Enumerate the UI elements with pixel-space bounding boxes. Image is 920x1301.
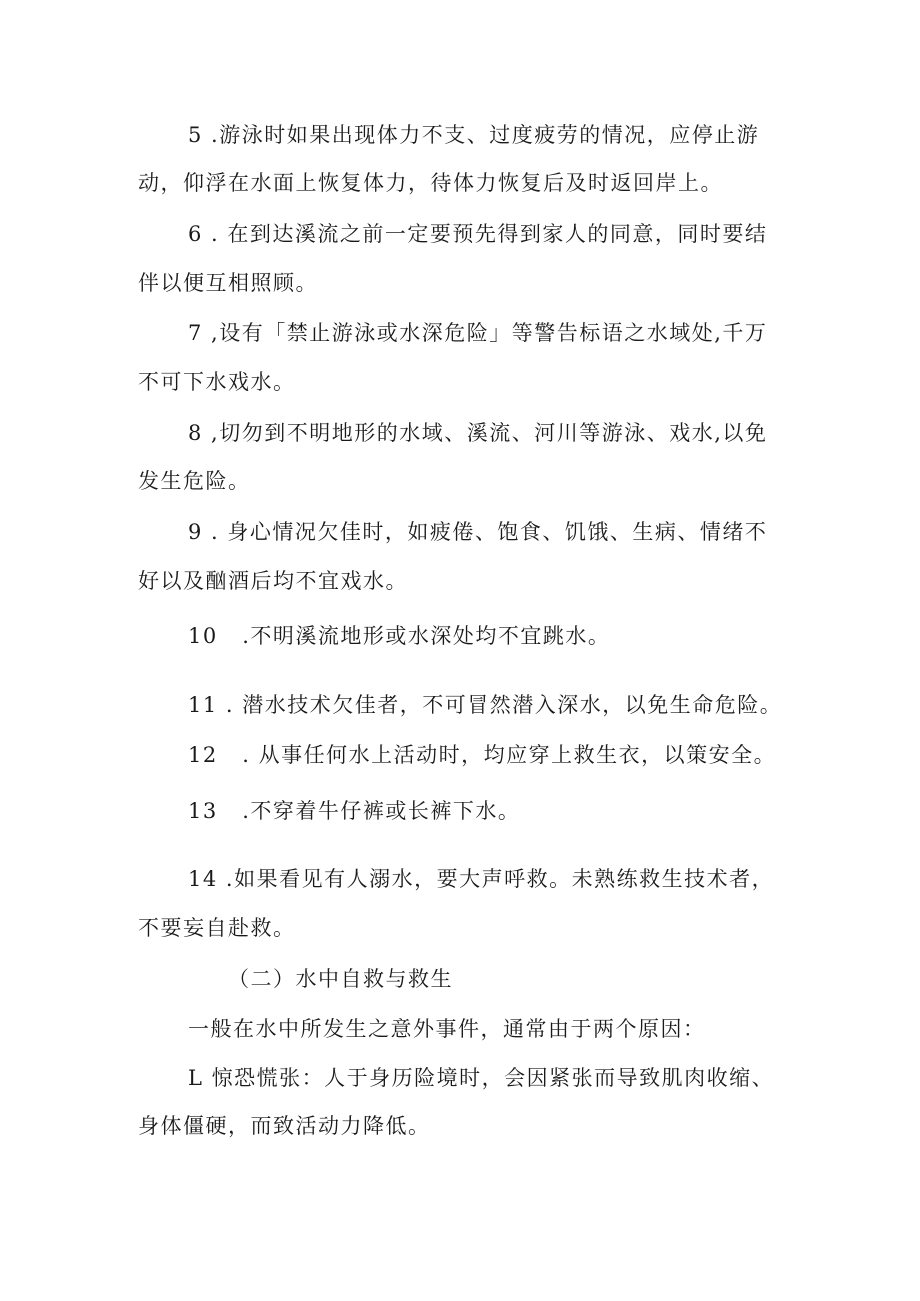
item-7-text-1: ,设有「禁止游泳或水深危险」等警告标语之水域处,千万 — [202, 321, 768, 345]
item-6-line-1 — [188, 219, 767, 249]
item-9-text-1: . 身心情况欠佳时，如疲倦、饱食、饥饿、生病、情绪不 — [202, 520, 768, 544]
intro-paragraph: 一般在水中所发生之意外事件，通常由于两个原因： — [188, 1017, 706, 1041]
item-13-text-1: .不穿着牛仔裤或长裤下水。 — [217, 799, 521, 823]
item-8-line-1 — [188, 418, 767, 448]
cause-1-line-1: L 惊恐慌张：人于身历险境时，会因紧张而导致肌肉收缩、 — [188, 1066, 775, 1090]
item-13-line-1 — [188, 796, 520, 826]
item-13-number: 13 — [188, 799, 218, 823]
item-14-number: 14 — [188, 867, 218, 891]
item-6-text-1: . 在到达溪流之前一定要预先得到家人的同意，同时要结 — [202, 222, 768, 246]
item-10-line-1 — [188, 621, 610, 651]
section-heading: （二）水中自救与救生 — [228, 967, 453, 991]
item-5-number: 5 — [188, 123, 203, 147]
item-6-line-2: 伴以便互相照顾。 — [138, 271, 318, 295]
item-14-line-1 — [188, 864, 774, 894]
item-5-line-2: 动，仰浮在水面上恢复体力，待体力恢复后及时返回岸上。 — [138, 171, 723, 195]
item-12-line-1 — [188, 740, 776, 770]
item-7-line-1 — [188, 318, 767, 348]
item-6-number: 6 — [188, 222, 203, 246]
item-14-text-1: .如果看见有人溺水，要大声呼救。未熟练救生技术者， — [217, 867, 775, 891]
item-11-number: 11 — [188, 693, 218, 717]
item-8-number: 8 — [188, 421, 203, 445]
item-10-text-1: .不明溪流地形或水深处均不宜跳水。 — [217, 624, 611, 648]
item-5-line-1 — [188, 120, 759, 150]
item-12-number: 12 — [188, 743, 218, 767]
cause-1-line-2: 身体僵硬，而致活动力降低。 — [138, 1114, 431, 1138]
item-9-number: 9 — [188, 520, 203, 544]
item-7-line-2: 不可下水戏水。 — [138, 370, 296, 394]
item-10-number: 10 — [188, 624, 218, 648]
item-14-line-2: 不要妄自赴救。 — [138, 916, 296, 940]
item-9-line-2: 好以及酗酒后均不宜戏水。 — [138, 569, 408, 593]
item-11-line-1 — [188, 690, 782, 720]
item-8-text-1: ,切勿到不明地形的水域、溪流、河川等游泳、戏水,以免 — [202, 421, 768, 445]
item-7-number: 7 — [188, 321, 203, 345]
item-5-text-1: .游泳时如果出现体力不支、过度疲劳的情况，应停止游 — [202, 123, 760, 147]
item-9-line-1 — [188, 517, 767, 547]
item-12-text-1: . 从事任何水上活动时，均应穿上救生衣，以策安全。 — [217, 743, 777, 767]
item-11-text-1: . 潜水技术欠佳者，不可冒然潜入深水，以免生命危险。 — [217, 693, 783, 717]
item-8-line-2: 发生危险。 — [138, 469, 251, 493]
